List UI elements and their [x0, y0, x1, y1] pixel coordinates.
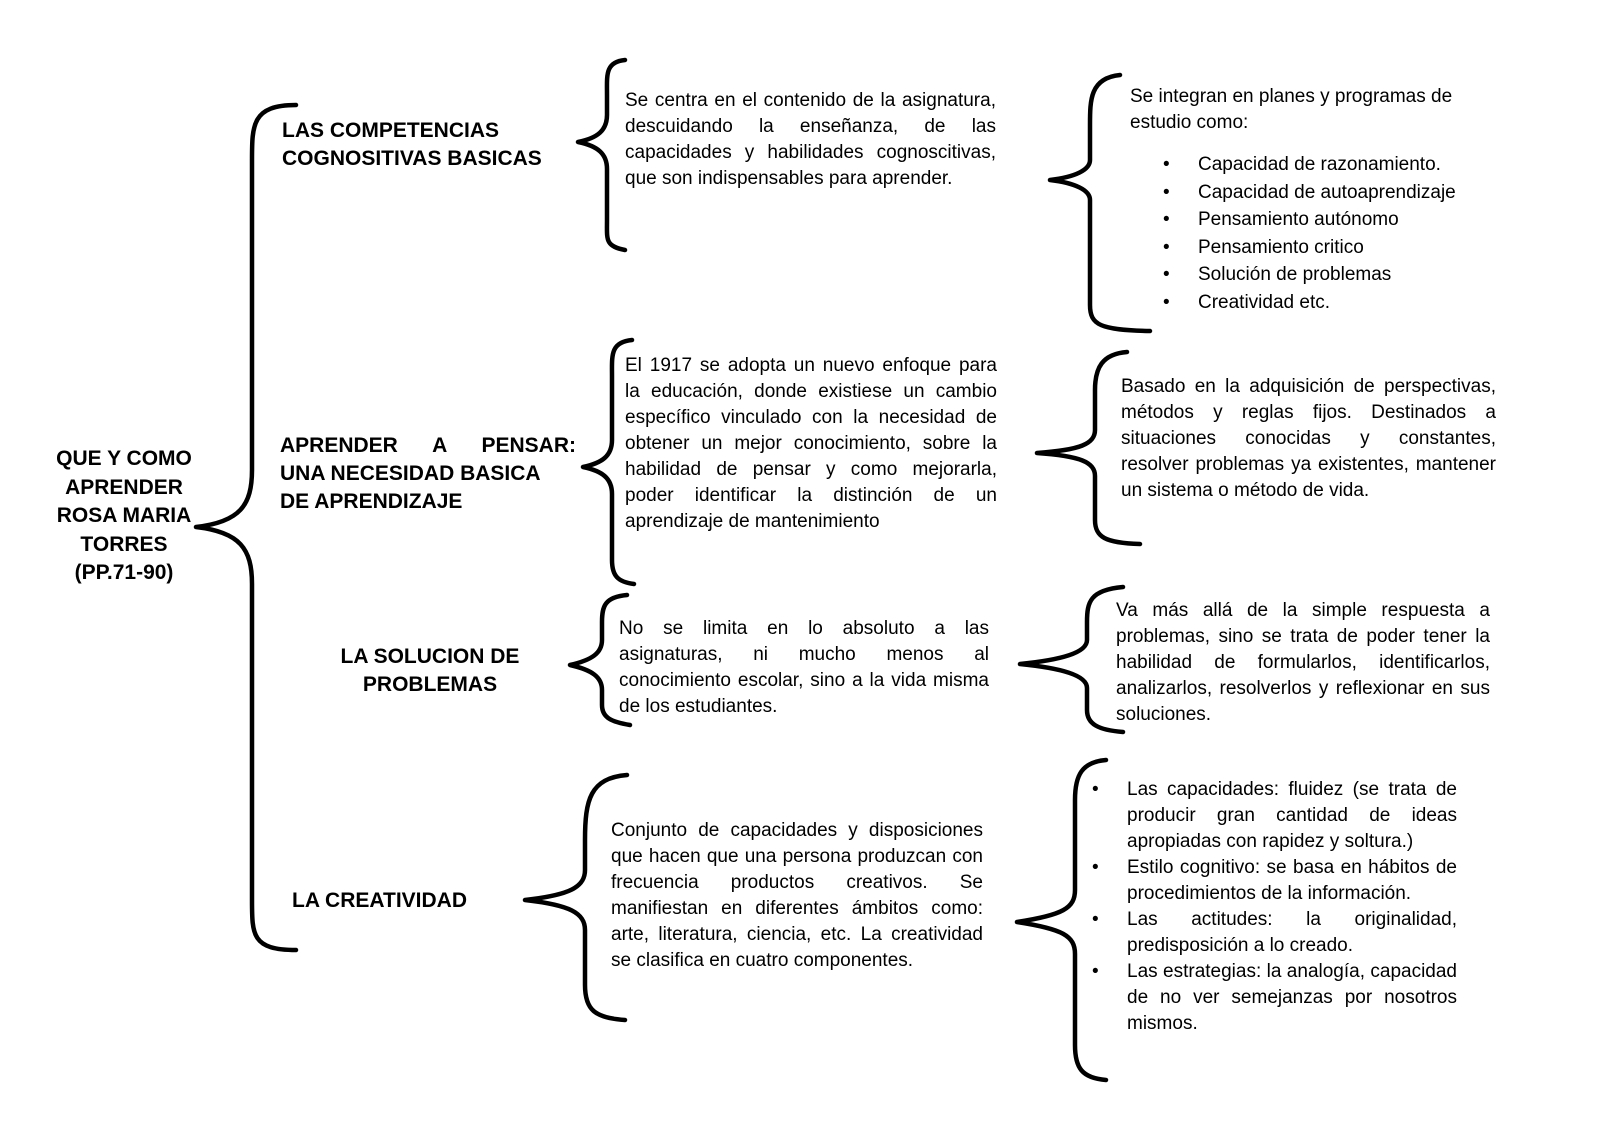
heading-creatividad: [292, 887, 512, 915]
heading-line: LAS COMPETENCIAS: [282, 119, 500, 142]
list-item-text: Capacidad de autoaprendizaje: [1198, 181, 1456, 203]
bullet-icon: •: [1163, 154, 1170, 175]
detail-competencias: Se centra en el contenido de la asignatura, descuidando la enseñanza, de las capacidades y habilidades cognoscitivas, que son indispensables para aprender.: [625, 90, 996, 189]
root-title: [34, 445, 214, 588]
creatividad-list: [1092, 777, 1457, 1037]
bullet-icon: •: [1092, 857, 1099, 878]
list-item-text: Las actitudes: la originalidad, predisposición a lo creado.: [1127, 909, 1457, 956]
bullet-icon: •: [1092, 779, 1099, 800]
list-item: [1092, 777, 1457, 855]
heading-aprender-a-pensar: [280, 432, 576, 516]
detail-solucion-de-problemas: No se limita en lo absoluto a las asignaturas, ni mucho menos al conocimiento escolar, sino a la vida misma de los estudiantes.: [619, 618, 989, 717]
heading-line: LA CREATIVIDAD: [292, 889, 467, 912]
list-item: [1092, 855, 1457, 907]
brace-solucion-extra: [1020, 587, 1123, 732]
bullet-icon: •: [1092, 909, 1099, 930]
bullet-icon: •: [1092, 961, 1099, 982]
root-title-line: TORRES: [80, 532, 168, 556]
heading-line: DE APRENDIZAJE: [280, 490, 463, 513]
heading-line: UNA NECESIDAD BASICA: [280, 462, 541, 485]
root-title-line: QUE Y COMO: [56, 447, 192, 470]
list-item: [1092, 959, 1457, 1037]
competencias-list: [1163, 151, 1502, 316]
list-item-text: Pensamiento critico: [1198, 236, 1364, 258]
heading-line: COGNOSITIVAS BASICAS: [282, 147, 542, 170]
heading-line: PROBLEMAS: [362, 673, 498, 696]
heading-line: LA SOLUCION DE: [340, 645, 520, 668]
bullet-icon: •: [1163, 291, 1170, 313]
root-title-line: (PP.71-90): [74, 561, 174, 584]
list-item: [1163, 289, 1502, 317]
list-item-text: Las estrategias: la analogía, capacidad de no ver semejanzas por nosotros mismos.: [1127, 961, 1457, 1034]
list-item: [1163, 261, 1502, 289]
extra-intro: Se integran en planes y programas de estudio como:: [1130, 86, 1453, 133]
heading-line: APRENDER A PENSAR:: [280, 434, 576, 457]
heading-competencias: [282, 117, 582, 173]
list-item-text: Creatividad etc.: [1198, 291, 1331, 313]
extra-aprender-a-pensar: Basado en la adquisición de perspectivas, métodos y reglas fijos. Destinados a situaciones conocidas y constantes, resolver problemas ya existentes, mantener un sistema o método de vida.: [1121, 376, 1496, 501]
bullet-icon: •: [1163, 264, 1170, 285]
root-title-line: ROSA MARIA: [56, 504, 192, 527]
list-item-text: Las capacidades: fluidez (se trata de producir gran cantidad de ideas apropiadas con rapidez y soltura.): [1127, 779, 1457, 852]
bullet-icon: •: [1163, 209, 1170, 230]
brace-competencias: [578, 60, 625, 250]
list-item: [1163, 151, 1502, 179]
list-item: [1163, 179, 1502, 207]
extra-competencias: [1130, 84, 1502, 316]
heading-solucion-de-problemas: [300, 643, 560, 699]
bullet-icon: •: [1163, 181, 1170, 203]
list-item-text: Pensamiento autónomo: [1198, 209, 1399, 230]
list-item-text: Capacidad de razonamiento.: [1198, 154, 1441, 175]
list-item: [1092, 907, 1457, 959]
list-item-text: Solución de problemas: [1198, 264, 1392, 285]
bullet-icon: •: [1163, 236, 1170, 258]
root-title-line: APRENDER: [65, 475, 183, 499]
list-item-text: Estilo cognitivo: se basa en hábitos de procedimientos de la información.: [1127, 857, 1457, 904]
detail-aprender-a-pensar: El 1917 se adopta un nuevo enfoque para la educación, donde existiese un cambio específico vinculado con la necesidad de obtener un mejor conocimiento, sobre la habilidad de pensar y como mejorarla, poder identificar la distinción de un aprendizaje de mantenimiento: [625, 355, 997, 532]
list-item: [1163, 234, 1502, 262]
detail-creatividad: Conjunto de capacidades y disposiciones que hacen que una persona produzcan con frecuencia productos creativos. Se manifiestan en diferentes ámbitos como: arte, literatura, ciencia, etc. La creatividad se clasifica en cuatro componentes.: [611, 820, 983, 971]
list-item: [1163, 206, 1502, 234]
extra-solucion-de-problemas: Va más allá de la simple respuesta a problemas, sino se trata de poder tener la habilidad de formularlos, identificarlos, analizarlos, resolverlos y reflexionar en sus soluciones.: [1116, 600, 1490, 725]
